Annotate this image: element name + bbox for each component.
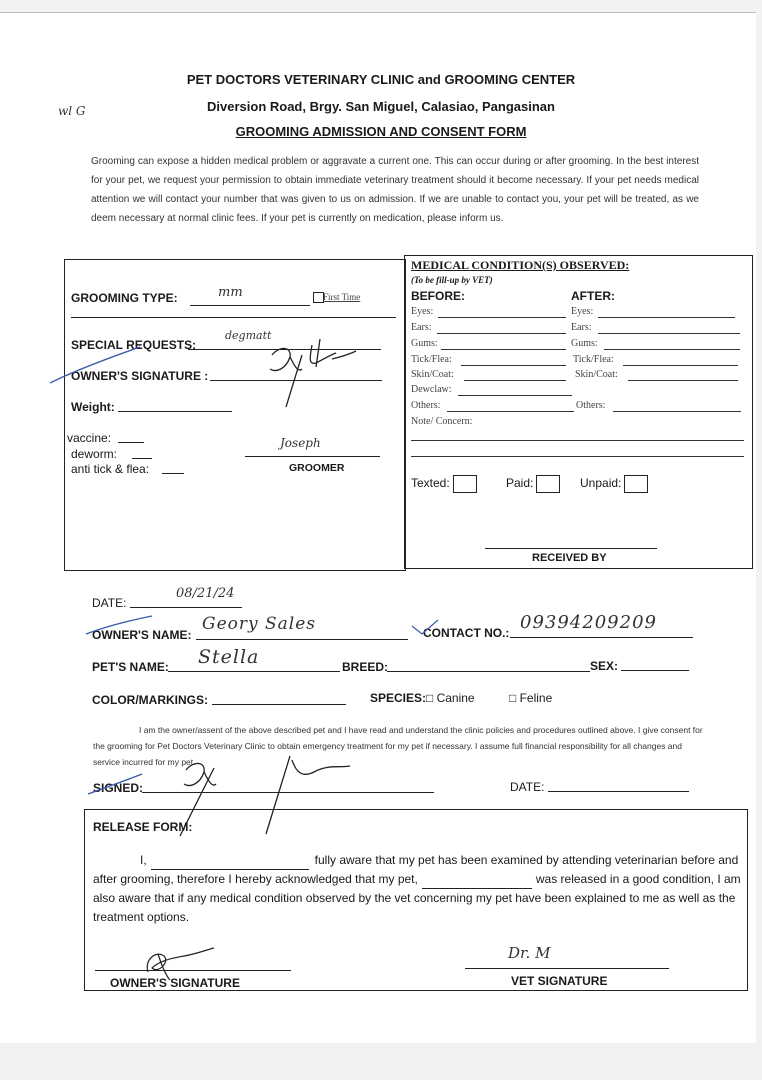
received-by-label: RECEIVED BY <box>532 552 607 564</box>
owner-signature-label: OWNER'S SIGNATURE : <box>71 369 209 383</box>
groomer-label: GROOMER <box>289 462 345 474</box>
contact-value: 09394209209 <box>520 612 657 633</box>
owner-name-value: Geory Sales <box>202 614 317 634</box>
deworm-line[interactable] <box>132 458 152 459</box>
before-gums[interactable]: Gums: <box>411 338 438 349</box>
after-ears[interactable]: Ears: <box>571 322 592 333</box>
date-value: 08/21/24 <box>176 586 235 601</box>
species-canine-option[interactable]: □ Canine <box>426 691 475 705</box>
contact-line[interactable] <box>510 637 693 638</box>
release-name-line[interactable] <box>151 869 309 870</box>
note-line-1[interactable] <box>411 440 744 441</box>
after-gums[interactable]: Gums: <box>571 338 598 349</box>
grooming-type-value: mm <box>218 285 243 300</box>
note-line-2[interactable] <box>411 456 744 457</box>
texted-checkbox[interactable] <box>453 475 477 493</box>
pet-name-label: PET'S NAME: <box>92 660 169 674</box>
weight-label: Weight: <box>71 400 115 414</box>
before-ears[interactable]: Ears: <box>411 322 432 333</box>
clinic-name: PET DOCTORS VETERINARY CLINIC and GROOMING CENTER <box>186 72 576 87</box>
medical-title: MEDICAL CONDITION(S) OBSERVED: <box>411 258 630 272</box>
vaccine-label: vaccine: <box>67 431 112 445</box>
release-owner-signature-label: OWNER'S SIGNATURE <box>110 976 240 990</box>
unpaid-field[interactable]: Unpaid: <box>580 475 648 493</box>
clinic-address: Diversion Road, Brgy. San Miguel, Calasiao, Pangasinan <box>207 99 555 114</box>
consent-paragraph: I am the owner/assent of the above described pet and I have read and understand the clinic policies and procedures outlined above. I give consent for the grooming for Pet Doctors Veterinary Clinic to obtain emergency treatment for my pet if necessary. I assume full financial responsibility for all changes and service incurred for my pet. <box>93 725 703 767</box>
intro-paragraph: Grooming can expose a hidden medical problem or aggravate a current one. This can occur during or after grooming. In the best interest for your pet, we request your permission to obtain immediate veterinary treatment should it become necessary. If your pet needs medical attention we will contact your number that was given to us on admission. If we are unable to contact you, your pet will be treated, as we deem necessary at normal clinic fees. If your pet is currently on medication, please inform us. <box>91 156 699 224</box>
after-skin-coat[interactable]: Skin/Coat: <box>575 369 618 380</box>
before-skin-coat[interactable]: Skin/Coat: <box>411 369 454 380</box>
vet-signature-value: Dr. M <box>508 944 551 962</box>
grooming-type-line[interactable] <box>190 305 310 306</box>
contact-label: CONTACT NO.: <box>423 626 510 640</box>
release-pet-line[interactable] <box>422 888 532 889</box>
species-label: SPECIES: <box>370 691 427 705</box>
pet-name-line[interactable] <box>168 671 340 672</box>
medical-subtitle: (To be fill-up by VET) <box>411 275 493 285</box>
vaccine-line[interactable] <box>118 442 144 443</box>
groomer-value: Joseph <box>280 436 321 450</box>
sex-label: SEX: <box>590 659 619 673</box>
color-markings-label: COLOR/MARKINGS: <box>92 693 208 707</box>
release-title: RELEASE FORM: <box>93 820 193 834</box>
received-by-line[interactable] <box>485 548 657 549</box>
deworm-label: deworm: <box>71 447 118 461</box>
form-title: GROOMING ADMISSION AND CONSENT FORM <box>235 124 527 139</box>
signed-label: SIGNED: <box>93 781 144 795</box>
special-requests-label: SPECIAL REQUESTS: <box>71 338 197 352</box>
before-dewclaw[interactable]: Dewclaw: <box>411 384 452 395</box>
special-requests-value: degmatt <box>225 329 272 342</box>
note-concern-label: Note/ Concern: <box>411 416 473 427</box>
unpaid-checkbox[interactable] <box>624 475 648 493</box>
checkmark-strokes <box>82 612 442 642</box>
sex-line[interactable] <box>621 670 689 671</box>
before-others[interactable]: Others: <box>411 400 440 411</box>
after-others[interactable]: Others: <box>576 400 605 411</box>
signed-date-label: DATE: <box>510 780 545 794</box>
grooming-extra-line <box>71 317 396 318</box>
after-heading: AFTER: <box>571 289 615 303</box>
breed-line[interactable] <box>387 671 590 672</box>
paid-field[interactable]: Paid: <box>506 475 560 493</box>
owner-name-label: OWNER'S NAME: <box>92 628 192 642</box>
species-feline-option[interactable]: □ Feline <box>509 691 553 705</box>
after-eyes[interactable]: Eyes: <box>571 306 593 317</box>
release-paragraph: I, fully aware that my pet has been examined by attending veterinarian before and after grooming, therefore I hereby acknowledged that my pet, was released in a good condition, I am also aware that if any medical condition observed by the vet concerning my pet have been explained to me as well as the treatment options. <box>93 853 741 924</box>
breed-label: BREED: <box>342 660 389 674</box>
before-tick-flea[interactable]: Tick/Flea: <box>411 354 452 365</box>
before-heading: BEFORE: <box>411 289 465 303</box>
date-line[interactable] <box>130 607 242 608</box>
color-markings-line[interactable] <box>212 704 346 705</box>
first-time-label: First Time <box>323 292 361 302</box>
vet-signature-label: VET SIGNATURE <box>511 974 608 988</box>
texted-field[interactable]: Texted: <box>411 475 477 493</box>
pet-name-value: Stella <box>198 646 260 668</box>
grooming-type-label: GROOMING TYPE: <box>71 291 178 305</box>
after-tick-flea[interactable]: Tick/Flea: <box>573 354 614 365</box>
before-eyes[interactable]: Eyes: <box>411 306 433 317</box>
anti-tick-label: anti tick & flea: <box>71 462 150 476</box>
groomer-line[interactable] <box>245 456 380 457</box>
weight-line[interactable] <box>118 411 232 412</box>
signed-date-line[interactable] <box>548 791 689 792</box>
paid-checkbox[interactable] <box>536 475 560 493</box>
anti-tick-line[interactable] <box>162 473 184 474</box>
vet-signature-line[interactable] <box>465 968 669 969</box>
corner-note: wl G <box>58 104 86 118</box>
date-label: DATE: <box>92 596 127 610</box>
